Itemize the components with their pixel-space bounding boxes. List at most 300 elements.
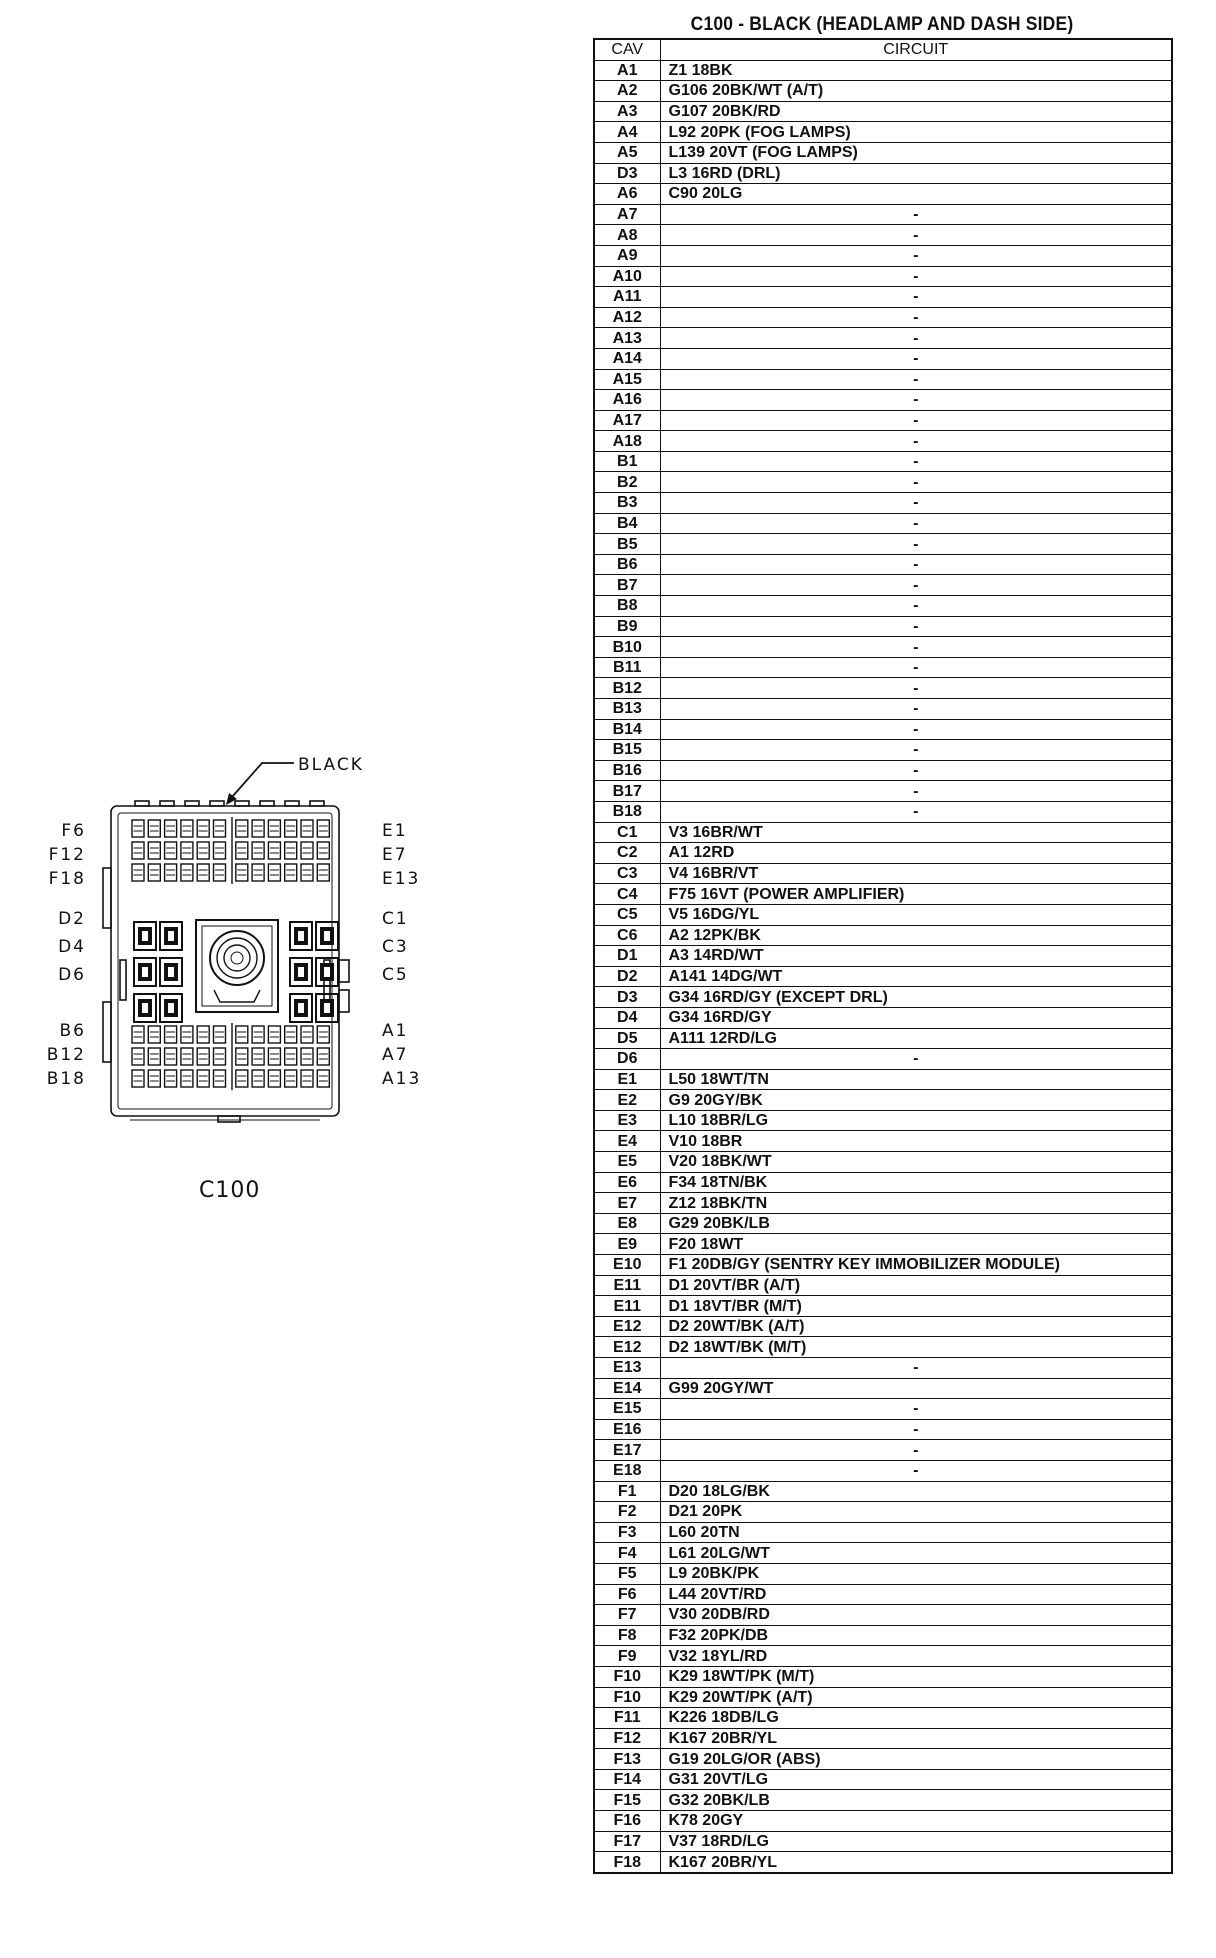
circuit-cell: Z12 18BK/TN bbox=[660, 1193, 1172, 1214]
table-row bbox=[594, 1358, 1172, 1379]
terminal-cavity bbox=[268, 1048, 280, 1065]
table-row bbox=[594, 822, 1172, 843]
terminal-cavity bbox=[165, 1048, 177, 1065]
table-row bbox=[594, 81, 1172, 102]
table-row bbox=[594, 1811, 1172, 1832]
table-row bbox=[594, 884, 1172, 905]
circuit-cell: V30 20DB/RD bbox=[660, 1605, 1172, 1626]
terminal-cavity bbox=[148, 1048, 160, 1065]
cav-cell: B2 bbox=[594, 472, 660, 493]
power-cavity bbox=[316, 994, 338, 1022]
cav-cell: A16 bbox=[594, 390, 660, 411]
cav-cell: E7 bbox=[594, 1193, 660, 1214]
terminal-cavity bbox=[252, 1026, 264, 1043]
cavity-label-left: F12 bbox=[48, 845, 86, 865]
terminal-cavity bbox=[252, 864, 264, 881]
table-row bbox=[594, 801, 1172, 822]
cav-cell: B12 bbox=[594, 678, 660, 699]
cavity-table bbox=[593, 38, 1173, 1874]
table-row bbox=[594, 1378, 1172, 1399]
right-cavity-labels bbox=[382, 821, 421, 1089]
cav-cell: D3 bbox=[594, 987, 660, 1008]
cav-cell: B10 bbox=[594, 637, 660, 658]
cav-cell: E12 bbox=[594, 1316, 660, 1337]
circuit-cell: D1 20VT/BR (A/T) bbox=[660, 1275, 1172, 1296]
circuit-cell: D2 18WT/BK (M/T) bbox=[660, 1337, 1172, 1358]
terminal-cavity bbox=[301, 1048, 313, 1065]
circuit-cell: L92 20PK (FOG LAMPS) bbox=[660, 122, 1172, 143]
circuit-cell: - bbox=[660, 554, 1172, 575]
cav-cell: F13 bbox=[594, 1749, 660, 1770]
circuit-cell: G9 20GY/BK bbox=[660, 1090, 1172, 1111]
table-row bbox=[594, 1666, 1172, 1687]
table-row bbox=[594, 1522, 1172, 1543]
cav-cell: A2 bbox=[594, 81, 660, 102]
cavity-label-right: E1 bbox=[382, 821, 408, 841]
table-row bbox=[594, 390, 1172, 411]
table-row bbox=[594, 245, 1172, 266]
circuit-cell: A3 14RD/WT bbox=[660, 946, 1172, 967]
circuit-cell: L44 20VT/RD bbox=[660, 1584, 1172, 1605]
table-row bbox=[594, 1110, 1172, 1131]
table-row bbox=[594, 163, 1172, 184]
circuit-cell: D20 18LG/BK bbox=[660, 1481, 1172, 1502]
cavity-label-right: A13 bbox=[382, 1069, 422, 1089]
circuit-cell: - bbox=[660, 1440, 1172, 1461]
terminal-cavity bbox=[236, 1070, 248, 1087]
circuit-cell: F32 20PK/DB bbox=[660, 1625, 1172, 1646]
table-row bbox=[594, 1543, 1172, 1564]
cav-cell: E9 bbox=[594, 1234, 660, 1255]
cav-cell: B4 bbox=[594, 513, 660, 534]
circuit-cell: A1 12RD bbox=[660, 843, 1172, 864]
cav-cell: A15 bbox=[594, 369, 660, 390]
power-cavities bbox=[134, 922, 338, 1022]
circuit-cell: - bbox=[660, 390, 1172, 411]
table-row bbox=[594, 1213, 1172, 1234]
cav-cell: B1 bbox=[594, 451, 660, 472]
circuit-cell: - bbox=[660, 307, 1172, 328]
cav-cell: E8 bbox=[594, 1213, 660, 1234]
circuit-cell: G34 16RD/GY (EXCEPT DRL) bbox=[660, 987, 1172, 1008]
cav-cell: F18 bbox=[594, 1852, 660, 1873]
table-row bbox=[594, 719, 1172, 740]
power-cavity bbox=[290, 994, 312, 1022]
cavity-label-left: D6 bbox=[58, 965, 86, 985]
power-cavity bbox=[316, 922, 338, 950]
cav-cell: E11 bbox=[594, 1275, 660, 1296]
cav-cell: A8 bbox=[594, 225, 660, 246]
terminal-cavity bbox=[181, 820, 193, 837]
terminal-cavity bbox=[132, 1048, 144, 1065]
table-row bbox=[594, 1069, 1172, 1090]
cavity-label-left: F6 bbox=[61, 821, 86, 841]
table-row bbox=[594, 1687, 1172, 1708]
power-cavity bbox=[160, 958, 182, 986]
cav-cell: E18 bbox=[594, 1460, 660, 1481]
cav-cell: A1 bbox=[594, 60, 660, 81]
table-row bbox=[594, 966, 1172, 987]
terminal-cavity bbox=[148, 1026, 160, 1043]
table-row bbox=[594, 410, 1172, 431]
cav-cell: B7 bbox=[594, 575, 660, 596]
table-row bbox=[594, 657, 1172, 678]
cav-cell: E15 bbox=[594, 1399, 660, 1420]
cav-cell: F8 bbox=[594, 1625, 660, 1646]
terminal-cavity bbox=[317, 842, 329, 859]
cav-cell: E4 bbox=[594, 1131, 660, 1152]
cav-cell: C6 bbox=[594, 925, 660, 946]
table-row bbox=[594, 184, 1172, 205]
terminal-cavity bbox=[148, 820, 160, 837]
cav-cell: A5 bbox=[594, 142, 660, 163]
table-row bbox=[594, 1708, 1172, 1729]
table-row bbox=[594, 678, 1172, 699]
cav-cell: B16 bbox=[594, 760, 660, 781]
top-notch bbox=[210, 801, 224, 806]
cavity-label-right: C5 bbox=[382, 965, 409, 985]
circuit-cell: - bbox=[660, 760, 1172, 781]
circuit-cell: - bbox=[660, 328, 1172, 349]
circuit-cell: - bbox=[660, 699, 1172, 720]
table-row bbox=[594, 307, 1172, 328]
cav-cell: F9 bbox=[594, 1646, 660, 1667]
table-row bbox=[594, 142, 1172, 163]
circuit-cell: K78 20GY bbox=[660, 1811, 1172, 1832]
table-row bbox=[594, 472, 1172, 493]
circuit-cell: - bbox=[660, 1358, 1172, 1379]
terminal-cavity bbox=[285, 1026, 297, 1043]
cav-cell: F16 bbox=[594, 1811, 660, 1832]
circuit-cell: K167 20BR/YL bbox=[660, 1852, 1172, 1873]
table-row bbox=[594, 904, 1172, 925]
terminal-cavity bbox=[181, 1070, 193, 1087]
circuit-cell: V5 16DG/YL bbox=[660, 904, 1172, 925]
table-row bbox=[594, 987, 1172, 1008]
terminal-cavity bbox=[317, 1048, 329, 1065]
terminal-cavity bbox=[236, 1048, 248, 1065]
cav-cell: E16 bbox=[594, 1419, 660, 1440]
circuit-cell: F20 18WT bbox=[660, 1234, 1172, 1255]
cav-cell: A4 bbox=[594, 122, 660, 143]
terminal-cavity bbox=[132, 1070, 144, 1087]
table-row bbox=[594, 1193, 1172, 1214]
circuit-cell: G31 20VT/LG bbox=[660, 1769, 1172, 1790]
table-row bbox=[594, 925, 1172, 946]
terminal-cavity bbox=[236, 842, 248, 859]
terminal-cavity bbox=[317, 1026, 329, 1043]
terminal-cavity bbox=[197, 864, 209, 881]
terminal-cavity bbox=[214, 1026, 226, 1043]
terminal-cavity bbox=[214, 842, 226, 859]
table-row bbox=[594, 1419, 1172, 1440]
circuit-cell: - bbox=[660, 348, 1172, 369]
terminal-cavity bbox=[181, 1048, 193, 1065]
circuit-cell: V10 18BR bbox=[660, 1131, 1172, 1152]
table-row bbox=[594, 1172, 1172, 1193]
table-row bbox=[594, 1090, 1172, 1111]
terminal-cavity bbox=[197, 1070, 209, 1087]
terminal-cavity bbox=[236, 864, 248, 881]
circuit-cell: - bbox=[660, 472, 1172, 493]
circuit-cell: - bbox=[660, 616, 1172, 637]
cav-cell: F4 bbox=[594, 1543, 660, 1564]
terminal-cavity bbox=[285, 864, 297, 881]
connector-color-label: BLACK bbox=[298, 755, 364, 775]
circuit-cell: - bbox=[660, 410, 1172, 431]
top-notch bbox=[160, 801, 174, 806]
terminal-grid bbox=[132, 817, 329, 1090]
terminal-cavity bbox=[181, 1026, 193, 1043]
circuit-cell: - bbox=[660, 596, 1172, 617]
terminal-cavity bbox=[268, 842, 280, 859]
cavity-label-left: B18 bbox=[46, 1069, 86, 1089]
table-row bbox=[594, 1049, 1172, 1070]
terminal-cavity bbox=[148, 1070, 160, 1087]
cavity-label-right: C1 bbox=[382, 909, 409, 929]
cav-cell: A18 bbox=[594, 431, 660, 452]
cav-cell: D4 bbox=[594, 1007, 660, 1028]
circuit-cell: - bbox=[660, 534, 1172, 555]
cav-cell: A10 bbox=[594, 266, 660, 287]
circuit-cell: - bbox=[660, 781, 1172, 802]
table-row bbox=[594, 1481, 1172, 1502]
cav-cell: D1 bbox=[594, 946, 660, 967]
terminal-cavity bbox=[285, 842, 297, 859]
table-row bbox=[594, 1831, 1172, 1852]
cav-cell: A3 bbox=[594, 101, 660, 122]
circuit-cell: F75 16VT (POWER AMPLIFIER) bbox=[660, 884, 1172, 905]
terminal-cavity bbox=[301, 864, 313, 881]
terminal-cavity bbox=[148, 864, 160, 881]
circuit-cell: - bbox=[660, 1049, 1172, 1070]
top-notch bbox=[285, 801, 299, 806]
terminal-cavity bbox=[181, 864, 193, 881]
cav-cell: B8 bbox=[594, 596, 660, 617]
circuit-cell: D1 18VT/BR (M/T) bbox=[660, 1296, 1172, 1317]
terminal-cavity bbox=[165, 820, 177, 837]
circuit-cell: L9 20BK/PK bbox=[660, 1563, 1172, 1584]
table-row bbox=[594, 740, 1172, 761]
cav-cell: B5 bbox=[594, 534, 660, 555]
terminal-cavity bbox=[132, 1026, 144, 1043]
circuit-cell: G106 20BK/WT (A/T) bbox=[660, 81, 1172, 102]
circuit-cell: - bbox=[660, 369, 1172, 390]
circuit-cell: - bbox=[660, 1460, 1172, 1481]
table-row bbox=[594, 1255, 1172, 1276]
circuit-cell: - bbox=[660, 657, 1172, 678]
cav-cell: B3 bbox=[594, 493, 660, 514]
cav-cell: F17 bbox=[594, 1831, 660, 1852]
cavity-label-left: D4 bbox=[58, 937, 86, 957]
cav-cell: F11 bbox=[594, 1708, 660, 1729]
table-row bbox=[594, 596, 1172, 617]
top-notch bbox=[235, 801, 249, 806]
terminal-cavity bbox=[317, 1070, 329, 1087]
terminal-cavity bbox=[285, 1048, 297, 1065]
circuit-cell: G107 20BK/RD bbox=[660, 101, 1172, 122]
cav-cell: F1 bbox=[594, 1481, 660, 1502]
circuit-cell: - bbox=[660, 266, 1172, 287]
cav-cell: E17 bbox=[594, 1440, 660, 1461]
table-header-row bbox=[594, 39, 1172, 60]
cavity-label-left: D2 bbox=[58, 909, 86, 929]
circuit-cell: G34 16RD/GY bbox=[660, 1007, 1172, 1028]
terminal-cavity bbox=[148, 842, 160, 859]
terminal-cavity bbox=[285, 820, 297, 837]
terminal-cavity bbox=[268, 864, 280, 881]
circuit-cell: A111 12RD/LG bbox=[660, 1028, 1172, 1049]
circuit-cell: G19 20LG/OR (ABS) bbox=[660, 1749, 1172, 1770]
cav-cell: D6 bbox=[594, 1049, 660, 1070]
table-row bbox=[594, 863, 1172, 884]
table-row bbox=[594, 60, 1172, 81]
table-row bbox=[594, 1646, 1172, 1667]
cav-cell: A14 bbox=[594, 348, 660, 369]
terminal-cavity bbox=[214, 820, 226, 837]
circuit-cell: - bbox=[660, 287, 1172, 308]
terminal-cavity bbox=[268, 820, 280, 837]
cav-cell: E10 bbox=[594, 1255, 660, 1276]
circuit-cell: L3 16RD (DRL) bbox=[660, 163, 1172, 184]
table-row bbox=[594, 1337, 1172, 1358]
cav-cell: D5 bbox=[594, 1028, 660, 1049]
table-row bbox=[594, 1584, 1172, 1605]
table-row bbox=[594, 493, 1172, 514]
table-row bbox=[594, 699, 1172, 720]
power-cavity bbox=[160, 994, 182, 1022]
table-row bbox=[594, 101, 1172, 122]
table-row bbox=[594, 1028, 1172, 1049]
terminal-cavity bbox=[197, 1026, 209, 1043]
table-row bbox=[594, 369, 1172, 390]
cavity-label-right: A7 bbox=[382, 1045, 409, 1065]
terminal-cavity bbox=[301, 1070, 313, 1087]
circuit-cell: - bbox=[660, 637, 1172, 658]
terminal-cavity bbox=[236, 1026, 248, 1043]
power-cavity bbox=[134, 994, 156, 1022]
circuit-cell: A2 12PK/BK bbox=[660, 925, 1172, 946]
top-notch bbox=[135, 801, 149, 806]
cav-cell: A9 bbox=[594, 245, 660, 266]
circuit-cell: L50 18WT/TN bbox=[660, 1069, 1172, 1090]
table-row bbox=[594, 575, 1172, 596]
circuit-cell: - bbox=[660, 451, 1172, 472]
circuit-cell: - bbox=[660, 678, 1172, 699]
table-row bbox=[594, 781, 1172, 802]
top-notch bbox=[185, 801, 199, 806]
table-row bbox=[594, 1502, 1172, 1523]
table-row bbox=[594, 1605, 1172, 1626]
power-cavity bbox=[316, 958, 338, 986]
circuit-cell: L139 20VT (FOG LAMPS) bbox=[660, 142, 1172, 163]
power-cavity bbox=[160, 922, 182, 950]
table-row bbox=[594, 946, 1172, 967]
cavity-label-left: F18 bbox=[48, 869, 86, 889]
circuit-cell: F1 20DB/GY (SENTRY KEY IMMOBILIZER MODULE) bbox=[660, 1255, 1172, 1276]
circuit-cell: - bbox=[660, 719, 1172, 740]
table-row bbox=[594, 348, 1172, 369]
circuit-cell: - bbox=[660, 513, 1172, 534]
table-row bbox=[594, 451, 1172, 472]
circuit-cell: G99 20GY/WT bbox=[660, 1378, 1172, 1399]
table-row bbox=[594, 637, 1172, 658]
terminal-cavity bbox=[252, 820, 264, 837]
table-row bbox=[594, 1563, 1172, 1584]
table-row bbox=[594, 843, 1172, 864]
power-cavity bbox=[290, 958, 312, 986]
cavity-label-left: B6 bbox=[59, 1021, 86, 1041]
cav-cell: F6 bbox=[594, 1584, 660, 1605]
cav-cell: C3 bbox=[594, 863, 660, 884]
table-row bbox=[594, 1852, 1172, 1873]
terminal-cavity bbox=[268, 1070, 280, 1087]
terminal-cavity bbox=[301, 1026, 313, 1043]
cav-cell: F14 bbox=[594, 1769, 660, 1790]
cav-cell: B11 bbox=[594, 657, 660, 678]
circuit-cell: A141 14DG/WT bbox=[660, 966, 1172, 987]
cavity-label-right: A1 bbox=[382, 1021, 409, 1041]
cavity-label-right: E7 bbox=[382, 845, 408, 865]
circuit-cell: - bbox=[660, 204, 1172, 225]
table-title: C100 - BLACK (HEADLAMP AND DASH SIDE) bbox=[690, 14, 1074, 35]
table-row bbox=[594, 1316, 1172, 1337]
circuit-cell: D2 20WT/BK (A/T) bbox=[660, 1316, 1172, 1337]
cav-cell: B14 bbox=[594, 719, 660, 740]
terminal-cavity bbox=[165, 864, 177, 881]
cav-cell: E3 bbox=[594, 1110, 660, 1131]
terminal-cavity bbox=[301, 820, 313, 837]
circuit-cell: V32 18YL/RD bbox=[660, 1646, 1172, 1667]
top-notch bbox=[310, 801, 324, 806]
cav-cell: B9 bbox=[594, 616, 660, 637]
table-row bbox=[594, 204, 1172, 225]
center-bolt bbox=[196, 920, 278, 1012]
circuit-cell: - bbox=[660, 493, 1172, 514]
circuit-cell: K226 18DB/LG bbox=[660, 1708, 1172, 1729]
cav-cell: F15 bbox=[594, 1790, 660, 1811]
terminal-cavity bbox=[165, 1070, 177, 1087]
table-row bbox=[594, 266, 1172, 287]
cav-cell: F10 bbox=[594, 1687, 660, 1708]
circuit-cell: - bbox=[660, 1399, 1172, 1420]
cav-cell: F3 bbox=[594, 1522, 660, 1543]
table-row bbox=[594, 225, 1172, 246]
circuit-cell: D21 20PK bbox=[660, 1502, 1172, 1523]
circuit-header: CIRCUIT bbox=[660, 39, 1172, 60]
table-row bbox=[594, 328, 1172, 349]
color-leader-line bbox=[232, 763, 294, 797]
circuit-cell: V3 16BR/WT bbox=[660, 822, 1172, 843]
cav-cell: A11 bbox=[594, 287, 660, 308]
terminal-cavity bbox=[165, 842, 177, 859]
circuit-cell: K29 18WT/PK (M/T) bbox=[660, 1666, 1172, 1687]
table-row bbox=[594, 513, 1172, 534]
terminal-cavity bbox=[214, 864, 226, 881]
terminal-cavity bbox=[236, 820, 248, 837]
cavity-label-right: E13 bbox=[382, 869, 421, 889]
terminal-cavity bbox=[317, 820, 329, 837]
power-cavity bbox=[134, 922, 156, 950]
cav-cell: B13 bbox=[594, 699, 660, 720]
cav-cell: E14 bbox=[594, 1378, 660, 1399]
connector-diagram bbox=[0, 0, 560, 1958]
cav-cell: A6 bbox=[594, 184, 660, 205]
cav-cell: F10 bbox=[594, 1666, 660, 1687]
cav-cell: B15 bbox=[594, 740, 660, 761]
circuit-cell: L10 18BR/LG bbox=[660, 1110, 1172, 1131]
circuit-cell: L60 20TN bbox=[660, 1522, 1172, 1543]
